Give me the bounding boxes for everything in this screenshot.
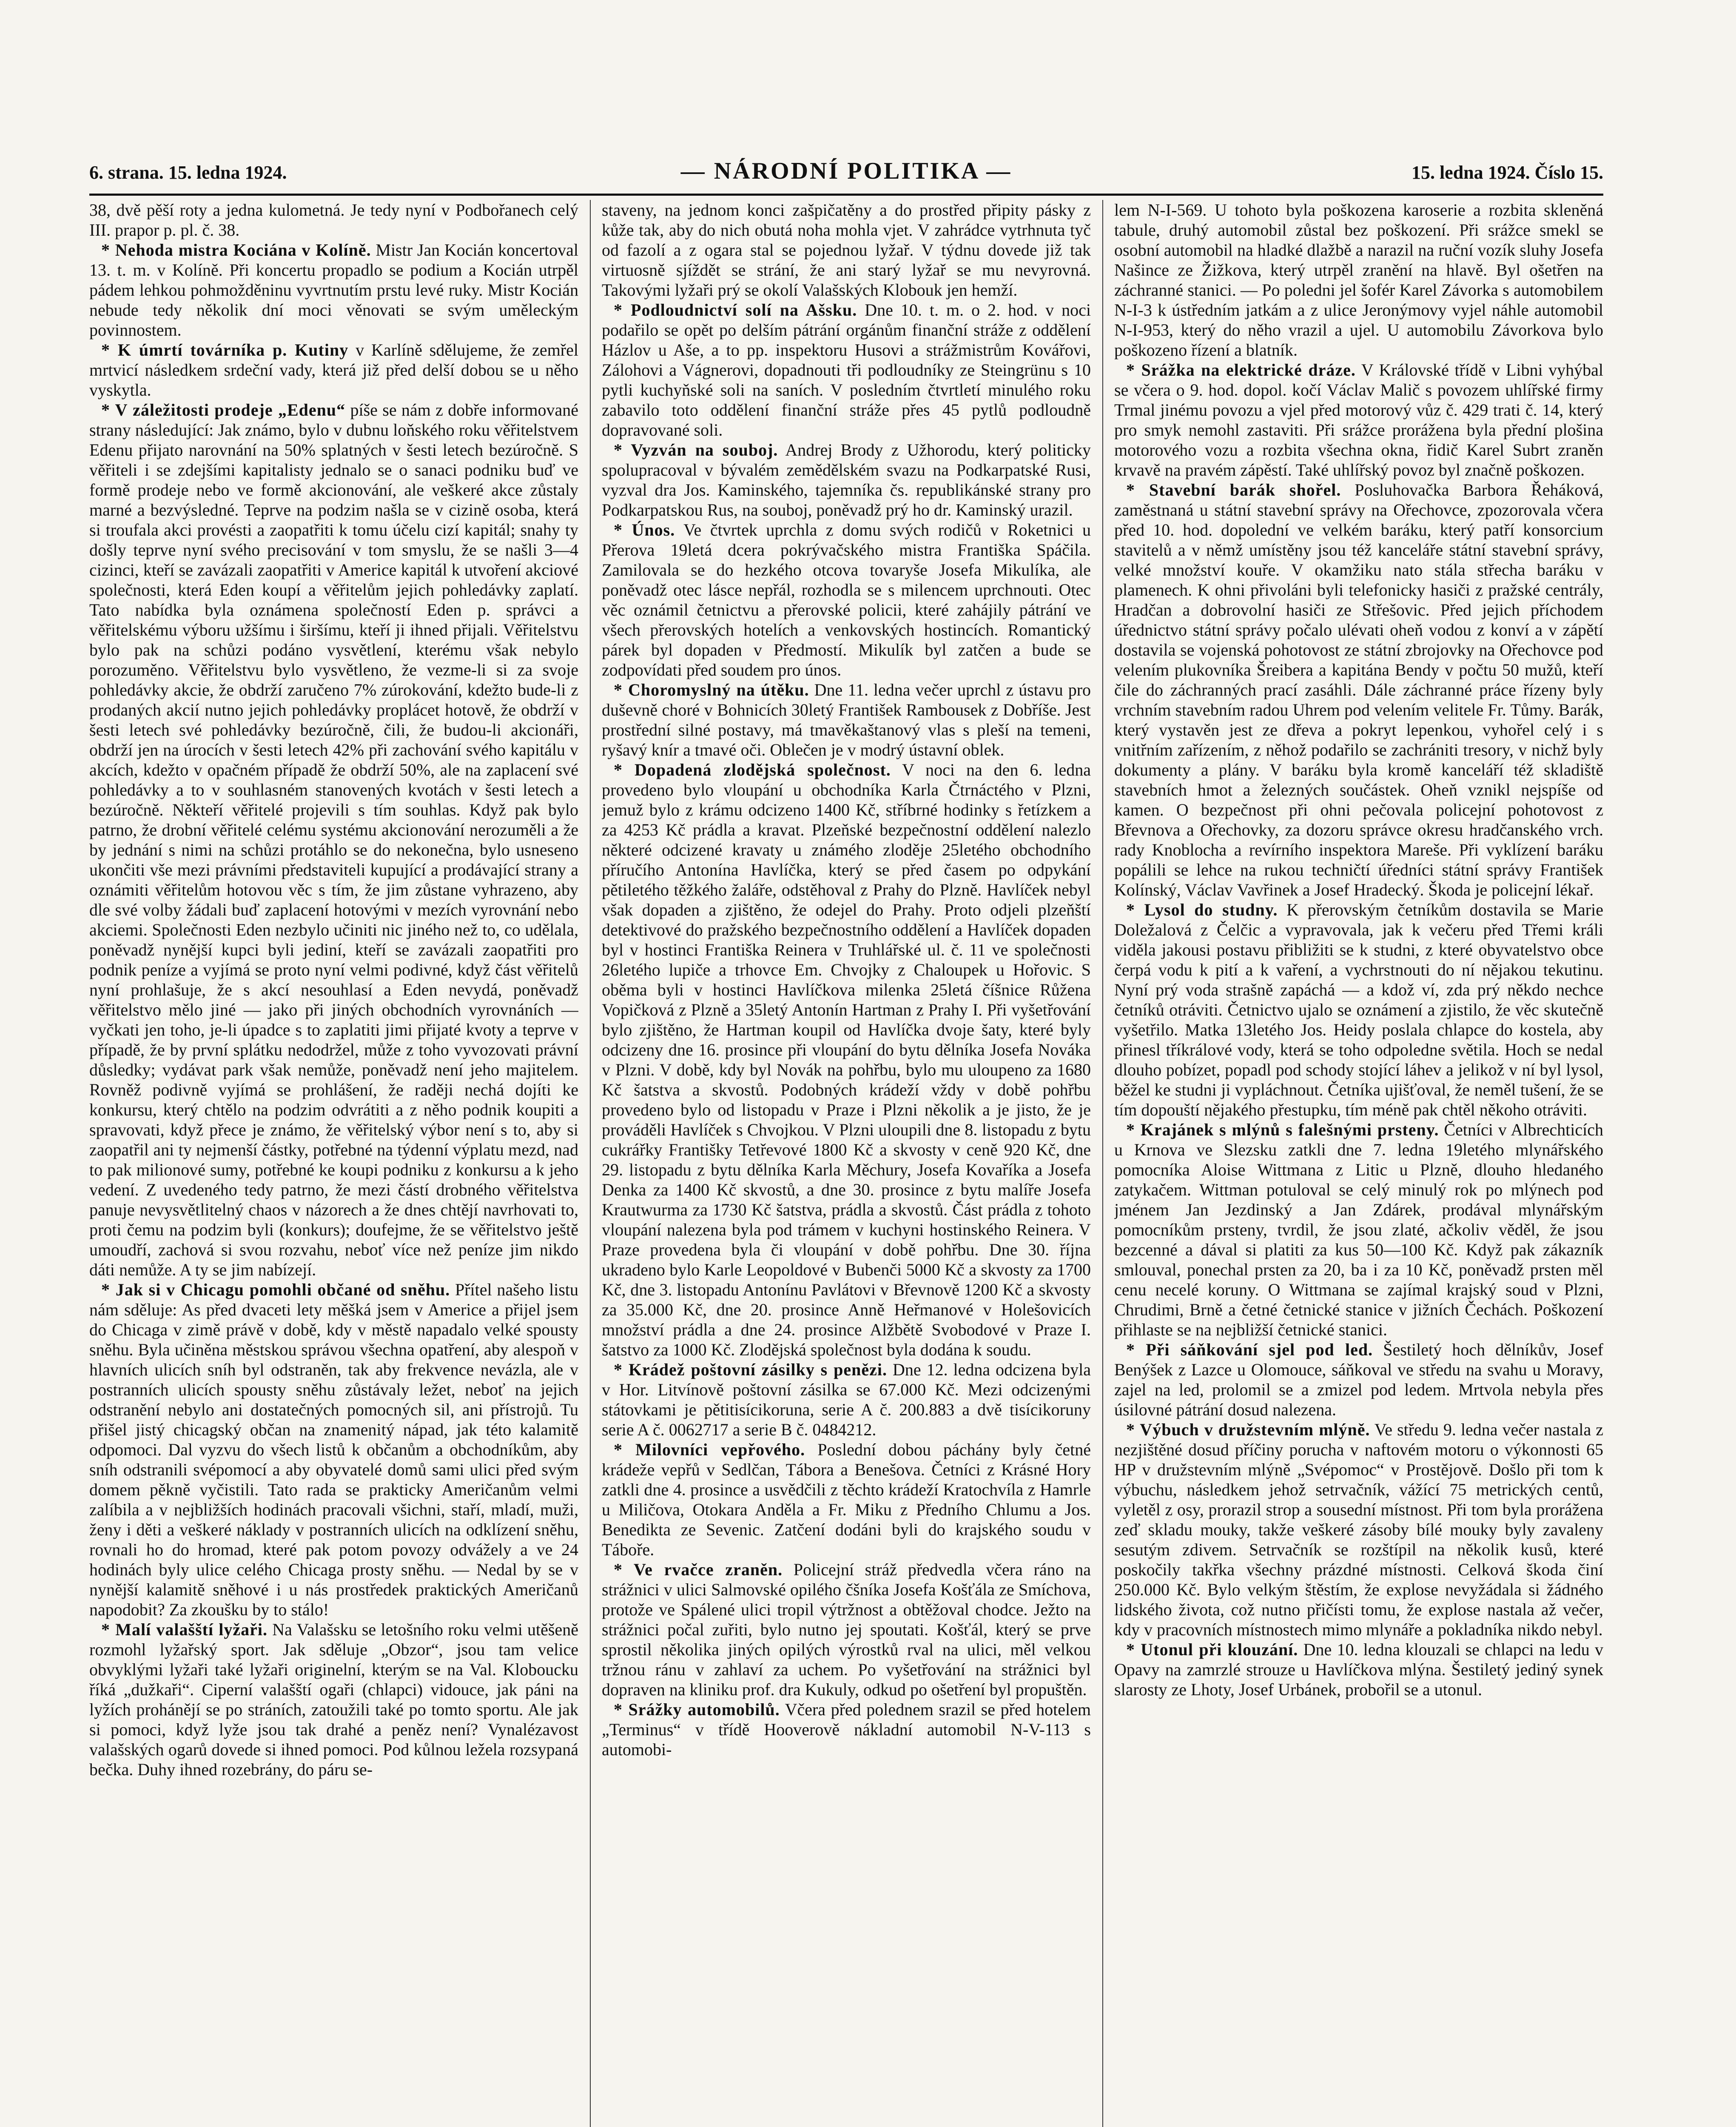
article-headline: * Jak si v Chicagu pomohli občané od sněhu. bbox=[101, 1280, 450, 1299]
article-headline: * Podloudnictví solí na Ašsku. bbox=[614, 300, 857, 319]
article-headline: * Choromyslný na útěku. bbox=[614, 680, 809, 699]
article-body: V Královské třídě v Libni vyhýbal se včera o 9. hod. dopol. kočí Václav Malič s povozem uhlířské firmy Trmal jinému povozu a vjel před motorový vůz č. 429 trati č. 14, který pro smyk nemohl zastaviti. Při srážce prorážena byla přední plošina motorového vozu a rozbita všechna okna, řidič Karel Subrt zraněn krvavě na pravém zápěstí. Také uhlířský povoz byl značně poškozen. bbox=[1114, 360, 1603, 479]
article-headline: * Srážky automobilů. bbox=[614, 1700, 780, 1719]
article bbox=[1114, 1420, 1603, 1639]
article-body: Včera před polednem srazil se před hotelem „Terminus“ v třídě Hooverově nákladní automobil N-V-113 s automobi- bbox=[602, 1700, 1091, 1759]
article bbox=[1114, 200, 1603, 360]
article-body: Andrej Brody z Užhorodu, který politicky spolupracoval v bývalém zemědělském svazu na Podkarpatské Rusi, vyzval dra Jos. Kaminského, tajemníka čs. republikánské strany pro Podkarpatskou Rus, na souboj, poněvadž prý ho dr. Kaminský urazil. bbox=[602, 440, 1091, 519]
article bbox=[602, 1440, 1091, 1560]
article bbox=[602, 1560, 1091, 1699]
article-body: Poslední dobou páchány byly četné krádeže vepřů v Sedlčan, Tábora a Benešova. Četníci z Krásné Hory zatkli dne 4. prosince a usvědčili z těchto krádeží Kratochvíla z Hamrle u Miličova, Otokara Anděla a Fr. Miku z Předního Chlumu a Jos. Benedikta ze Sevenic. Zatčení dodáni byli do krajského soudu v Táboře. bbox=[602, 1440, 1091, 1559]
columns bbox=[89, 200, 1603, 2127]
article-body: 38, dvě pěší roty a jedna kulometná. Je tedy nyní v Podbořanech celý III. prapor p. pl. č. 38. bbox=[89, 200, 578, 240]
article-headline: * Krádež poštovní zásilky s penězi. bbox=[614, 1360, 888, 1379]
article-headline: * Stavební barák shořel. bbox=[1126, 480, 1341, 499]
article bbox=[1114, 360, 1603, 480]
article-headline: * Milovníci vepřového. bbox=[614, 1440, 805, 1459]
article-body: K přerovským četníkům dostavila se Marie Doležalová z Čelčic a vypravovala, jak k večeru před Třemi králi viděla jakousi postavu přibližiti se k studni, z které obyvatelstvo obce čerpá vodu k pití a k vaření, a vychrstnouti do ní nějakou tekutinu. Nyní prý voda strašně zapáchá — a kdož ví, zda prý někdo nechce četníků otráviti. Četnictvo ujalo se oznámení a zjistilo, že věc skutečně vyšetřilo. Matka 13letého Jos. Heidy poslala chlapce do kostela, aby přinesl tříkrálové vody, která se toho odpoledne světila. Hoch se nedal dlouho pobízet, popadl pod schody stojící láhev a jelikož v ní byl lysol, běžel ke studni ji vypláchnout. Četníka ujišťoval, že neměl tušení, že se tím dopouští nějakého přestupku, tím méně pak chtěl někoho otráviti. bbox=[1114, 900, 1603, 1119]
article-headline: * Nehoda mistra Kociána v Kolíně. bbox=[101, 240, 371, 259]
article-headline: * Krajánek s mlýnů s falešnými prsteny. bbox=[1126, 1120, 1439, 1139]
article-headline: * Ve rvačce zraněn. bbox=[614, 1560, 783, 1579]
article-body: Přítel našeho listu nám sděluje: As před dvaceti lety měšká jsem v Americe a přijel jsem do Chicaga v zimě právě v době, kdy v městě napadalo velké spousty sněhu. Byla učiněna městskou správou všechna opatření, aby alespoň v hlavních ulicích sníh byl odstraněn, tak aby frekvence nevázla, ale v postranních ulicích spousty sněhu zůstávaly ležet, neboť na jejich odstranění nebylo ani dostatečných pomocných sil, ani přístrojů. Tu přišel jistý chicagský občan na znamenitý nápad, jak této kalamitě odpomoci. Dal vyzvu do všech listů k občanům a obchodníkům, aby sníh odstranili svépomocí a aby obyvatelé domů sami ulici před svým domem pěkně vyčistili. Tato rada se prakticky Američanům velmi zalíbila a v nejbližších hodinách pracovali všichni, staří, mladí, muži, ženy i děti a veškeré náklady v postranních ulicích na odklízení sněhu, rovnali ho do hromad, které pak potom povozy odvážely a ve 24 hodinách byly ulice celého Chicaga prosty sněhu. — Nedal by se v nynější kalamitě sněhové i u nás prostředek praktických Američanů napodobit? Za zkoušku by to stálo! bbox=[89, 1280, 578, 1619]
page-header bbox=[89, 153, 1603, 191]
article-body: Dne 10. t. m. o 2. hod. v noci podařilo se opět po delším pátrání orgánům finanční stráže z oddělení Házlov u Aše, a to pp. inspektoru Husovi a strážmistrům Kovářovi, Zálohovi a Vágnerovi, dopadnouti tři podloudníky ze Steingrünu s 10 pytli kuchyňské soli na saních. V posledním čtvrtletí minulého roku zabavilo toto oddělení finanční stráže přes 45 pytlů podloudně dopravované soli. bbox=[602, 300, 1091, 439]
article-body: lem N-I-569. U tohoto byla poškozena karoserie a rozbita skleněná tabule, druhý automobil zůstal bez poškození. Při srážce smekl se osobní automobil na hladké dlažbě a narazil na ruční vozík sluhy Josefa Našince ze Žižkova, který utrpěl zranění na hlavě. Byl ošetřen na záchranné stanici. — Po poledni jel šofér Karel Závorka s automobilem N-I-3 k ústředním jatkám a z ulice Jeronýmovy vyjel náhle automobil N-I-953, který do něho vrazil a ujel. U automobilu Závorkova bylo poškozeno řízení a blatník. bbox=[1114, 200, 1603, 359]
article-body: Ve středu 9. ledna večer nastala z nezjištěné dosud příčiny porucha v naftovém motoru o výkonnosti 65 HP v družstevním mlýně „Svépomoc“ v Prostějově. Došlo při tom k výbuchu, následkem jehož setrvačník, vážící 75 metrických centů, vyletěl z osy, prorazil strop a sousední místnost. Při tom byla prorážena zeď skladu mouky, takže veškeré zásoby bílé mouky byly zavaleny sesutým zdivem. Setrvačník se rozštípil na několik kusů, které poskočily takřka všechny prázdné místnosti. Celková škoda činí 250.000 Kč. Bylo velkým štěstím, že explose nevyžádala si žádného lidského života, což nutno přičísti tomu, že explose nastala až večer, kdy v pracovních místnostech mimo mlynáře a pokladníka nikdo nebyl. bbox=[1114, 1420, 1603, 1639]
article-body: V noci na den 6. ledna provedeno bylo vloupání u obchodníka Karla Čtrnáctého v Plzni, jemuž bylo z krámu odcizeno 1400 Kč, stříbrné hodinky s řetízkem a za 4253 Kč prádla a kravat. Plzeňské bezpečnostní oddělení nalezlo některé odcizené kravaty u známého zloděje 25letého obchodního příručího Antonína Havlíčka, který se před časem po odpykání pětiletého těžkého žaláře, odstěhoval z Prahy do Plzně. Havlíček nebyl však dopaden a zjištěno, že odejel do Prahy. Proto odjeli plzeňští detektivové do pražského bezpečnostního oddělení a Havlíček dopaden byl v hostinci Františka Reinera v Truhlářské ul. č. 11 ve společnosti 26letého lupiče a trhovce Em. Chvojky z Chaloupek u Hořovic. S oběma byli v hostinci Havlíčkova milenka 25letá číšnice Růžena Vopičková z Plzně a 35letý Antonín Hartman z Prahy I. Při vyšetřování bylo zjištěno, že Hartman koupil od Havlíčka dvoje šaty, které byly odcizeny dne 16. prosince při vloupání do bytu dělníka Josefa Nováka v Plzni. V době, kdy byl Novák na pohřbu, bylo mu uloupeno za 1680 Kč šatstva a skvostů. Podobných krádeží vždy v době pohřbu provedeno bylo od listopadu v Praze i Plzni několik a je jisto, že je prováděli Havlíček s Chvojkou. V Plzni uloupili dne 8. listopadu z bytu cukrářky Františky Tetřevové 1800 Kč a skvosty v ceně 920 Kč, dne 29. listopadu z bytu dělníka Karla Měchury, Josefa Kovaříka a Josefa Denka za 1400 Kč skvostů, a dne 30. prosince z bytu malíře Josefa Krautwurma za 1730 Kč šatstva, prádla a skvostů. Část prádla z tohoto vloupání nalezena byla pod trámem v kuchyni hostinského Reinera. V Praze provedena byla či vloupání v době pohřbu. Dne 30. října ukradeno bylo Karle Leopoldové v Bubenči 5000 Kč a skvosty za 1700 Kč, dne 3. listopadu Antonínu Pavlátovi v Břevnově 1200 Kč a skvosty za 35.000 Kč, dne 20. prosince Anně Heřmanové v Holešovicích množství prádla a dne 24. prosince Alžbětě Svobodové v Praze I. šatstvo za 1000 Kč. Zlodějská společnost byla dodána k soudu. bbox=[602, 760, 1091, 1359]
article-body: Policejní stráž předvedla včera ráno na strážnici v ulici Salmovské opilého čšníka Josefa Košťála ze Smíchova, protože ve Spálené ulici tropil výtržnost a obtěžoval chodce. Ježto na strážnici počal zuřiti, bylo nutno jej spoutati. Košťál, který se prve sprostil několika jiných opilých výrostků rval na ulici, měl velkou tržnou ránu v zahlaví za uchem. Po vyšetřování na strážnici byl dopraven na kliniku prof. dra Kukuly, odkud po ošetření byl propuštěn. bbox=[602, 1560, 1091, 1699]
article bbox=[602, 440, 1091, 520]
article-body: Na Valašsku se letošního roku velmi utěšeně rozmohl lyžařský sport. Jak sděluje „Obzor“, jsou tam velice obvyklými lyžaři také lyžaři originelní, kterým se na Val. Kloboucku říká „dužkaři“. Ciperní valašští ogaři (chlapci) vidouce, jak páni na lyžích prohánějí se po stráních, zatoužili také po tomto sportu. Ale jak si pomoci, když lyže jsou tak drahé a peněz není? Vynalézavost valašských ogarů dovede si ihned pomoci. Pod kůlnou ležela rozsypaná bečka. Duhy ihned rozebrány, do páru se- bbox=[89, 1620, 578, 1779]
article bbox=[89, 340, 578, 400]
article bbox=[602, 1360, 1091, 1440]
article-headline: * Únos. bbox=[614, 520, 675, 539]
article bbox=[1114, 1639, 1603, 1699]
article bbox=[89, 1619, 578, 1779]
article bbox=[1114, 1340, 1603, 1420]
article-headline: * Malí valašští lyžaři. bbox=[101, 1620, 268, 1639]
article bbox=[602, 760, 1091, 1360]
article-body: Ve čtvrtek uprchla z domu svých rodičů v Roketnici u Přerova 19letá dcera pokrývačského mistra Františka Spáčila. Zamilovala se do hezkého otcova tovaryše Josefa Mikulíka, ale poněvadž otec lásce nepřál, rozhodla se s milencem uprchnouti. Otec věc oznámil četnictvu a přerovské policii, které zahájily pátrání ve všech přerovských hotelích a venkovských hostincích. Romantický párek byl dopaden v Předmostí. Mikulík byl zatčen a bude se zodpovídati před soudem pro únos. bbox=[602, 520, 1091, 679]
column-2 bbox=[602, 200, 1091, 2127]
article-headline: * Lysol do studny. bbox=[1126, 900, 1278, 919]
article bbox=[602, 680, 1091, 760]
article-body: Dne 10. ledna klouzali se chlapci na ledu v Opavy na zamrzlé strouze u Havlíčkova mlýna. Šestiletý jediný synek slarosty ze Lhoty, Josef Urbánek, probořil se a utonul. bbox=[1114, 1640, 1603, 1699]
article-body: Dne 11. ledna večer uprchl z ústavu pro duševně choré v Bohnicích 30letý František Rambousek z Dobříše. Jest prostřední silné postavy, má tmavěkaštanový vlas s pleší na temeni, ryšavý knír a tmavé oči. Oblečen je v modrý ústavní oblek. bbox=[602, 680, 1091, 759]
article bbox=[89, 200, 578, 240]
article-headline: * Srážka na elektrické dráze. bbox=[1126, 360, 1356, 379]
masthead-title: — NÁRODNÍ POLITIKA — bbox=[680, 158, 1012, 184]
article bbox=[1114, 900, 1603, 1120]
column-3 bbox=[1114, 200, 1603, 2127]
article-body: Četníci v Albrechticích u Krnova ve Slezsku zatkli dne 7. ledna 19letého mlynářského pomocníka Aloise Wittmana z Litic u Plzně, dlouho hledaného zatykačem. Wittman potuloval se celý minulý rok po mlýnech pod jménem Jan Jezdinský a Jan Zdárek, prodával mlynářským pomocníkům prsteny, tvrdil, že jsou zlaté, ačkoliv věděl, že jsou bezcenné a dával si platiti za kus 50—100 Kč. Když pak zákazník smlouval, ponechal prsten za 20, ba i za 10 Kč, poněvadž prsten měl cenu necelé koruny. O Wittmana se zajímal krajský soud v Plzni, Chrudimi, Brně a četné četnické stanice v jižních Čechách. Poškození přihlaste se na nejbližší četnické stanici. bbox=[1114, 1120, 1603, 1339]
article bbox=[1114, 1120, 1603, 1340]
article-headline: * V záležitosti prodeje „Edenu“ bbox=[101, 400, 346, 419]
article-body: staveny, na jednom konci zašpičatěny a do prostřed připity pásky z kůže tak, aby do nich obutá noha mohla vjet. V zahrádce vytrhnuta tyč od fazolí a z ogara stal se pojednou lyžař. V týdnu dovede již tak virtuosně sjíždět se strání, že ani starý lyžař se mu nevyrovná. Takovými lyžaři prý se okolí Valašských Klobouk jen hemží. bbox=[602, 200, 1091, 299]
article bbox=[602, 300, 1091, 440]
article bbox=[89, 1280, 578, 1619]
article-body: Posluhovačka Barbora Řeháková, zaměstnaná u státní stavební správy na Ořechovce, zpozorovala včera před 10. hod. dopolední ve velkém baráku, který patří konsorcium stavitelů a v němž umístěny jsou též kanceláře státní stavební správy, velké množství kouře. V okamžiku nato stála střecha baráku v plamenech. K ohni přivoláni byli telefonicky hasiči z pražské centrály, Hradčan a dobrovolní hasiči ze Střešovic. Před jejich příchodem úřednictvo státní správy počalo ulévati oheň vodou z konví a v zápětí dostavila se vojenská pohotovost ze státní zbrojovky na Ořechovce pod velením plukovníka Šreibera a kapitána Bendy v počtu 50 mužů, kteří čile do záchranných prací zasáhli. Dále záchranné práce řízeny byly vrchním stavebním radou Uhrem pod velením velitele Fr. Tůmy. Barák, který vystavěn jest ze dřeva a pokryt lepenkou, vyhořel celý i s vnitřním zařízením, z něhož podařilo se zachrániti tresory, v nichž byly dokumenty a plány. V baráku byla kromě kanceláří též skladiště stavebních hmot a železných součástek. Oheň vznikl nejspíše od kamen. O bezpečnost při ohni pečovala policejní pohotovost z Břevnova a Ořechovky, za dozoru správce okresu hradčanského vrch. rady Knoblocha a revírního inspektora Mareše. Při vyklízení baráku popálili se lehce na rukou techničtí úředníci státní správy František Kolínský, Václav Vavřinek a Josef Hradecký. Škoda je policejní lékař. bbox=[1114, 480, 1603, 899]
article-headline: * K úmrtí továrníka p. Kutiny bbox=[101, 340, 349, 359]
article bbox=[602, 1699, 1091, 1759]
header-page-date: 6. strana. 15. ledna 1924. bbox=[89, 162, 287, 183]
article-headline: * Dopadená zlodějská společnost. bbox=[614, 760, 891, 779]
article-body: Šestiletý hoch dělníkův, Josef Benýšek z Lazce u Olomouce, sáňkoval ve středu na svahu u Moravy, zajel na led, prolomil se a zmizel pod ledem. Mrtvola nebyla přes úsilovné pátrání dosud nalezena. bbox=[1114, 1340, 1603, 1419]
article-headline: * Utonul při klouzání. bbox=[1126, 1640, 1298, 1659]
article bbox=[89, 400, 578, 1280]
article bbox=[602, 200, 1091, 300]
header-rule bbox=[89, 194, 1603, 196]
article bbox=[602, 520, 1091, 680]
article-body: píše se nám z dobře informované strany následující: Jak známo, bylo v dubnu loňského roku věřitelstvem Edenu přijato narovnání na 50% splatných v šesti letech bezúročně. S věřiteli i se zdejšími kapitalisty jednalo se o sanaci podniku buď ve formě prodeje nebo ve formě akcionování, ale veškeré akce zůstaly marné a bezvýsledné. Teprve na podzim našla se v cizině osoba, která si troufala akci provésti a zaopatřiti k tomu účelu cizí kapitál; snahy ty došly teprve nyní svého precisování v tom smyslu, že se našli 3—4 cizinci, kteří se zavázali zaopatřiti v Americe kapitál k utvoření akciové společnosti, která Eden koupí a věřitelům jejich pohledávky zaplatí. Tato nabídka byla oznámena společností Eden p. správci a věřitelskému výboru užšímu i širšímu, kteří ji ihned přijali. Věřitelstvu bylo pak na schůzi podáno vysvětlení, kterému však nebylo porozuměno. Věřitelstvu bylo vysvětleno, že vezme-li si za svoje pohledávky akcie, že obdrží zaručeno 7% zúrokování, kdežto bude-li z prodaných akcií nutno jejich pohledávky proplácet hotově, že obdrží v šesti letech své pohledávky bezúročně, čili, že budou-li akcionáři, obdrží jen na úrocích v šesti letech 42% při zachování svého kapitálu v akcích, kdežto v opačném případě že obdrží 50%, ale na zaplacení své pohledávky a to v souhlasném stanovených kvotách v šesti letech a bezúročně. Někteří věřitelé projevili s tím souhlas. Když pak bylo patrno, že drobní věřitelé celému systému akcionování nerozuměli a že by jednání s nimi na schůzi protáhlo se do nekonečna, bylo usneseno ukončiti vše mezi právními představiteli kupující a prodávající strany a oznámiti věřitelům hotovou věc s tím, že jim zůstane vyhrazeno, aby dle své volby žádali buď zaplacení hotovými v mezích vyrovnání nebo akciemi. Společnosti Eden nezbylo učiniti nic jiného než to, co udělala, poněvadž nynější kupci byli jediní, kteří se zavázali zaopatřiti pro podnik peníze a vyjímá se proto nyní velmi podivné, když část věřitelů nyní prohlašuje, že s akcí nesouhlasí a Eden nevydá, poněvadž věřitelstvo mělo jiné — jako při jiných obchodních vyrovnáních — vyčkati jen toho, je-li úpadce s to zaplatiti jimi přijaté kvoty a teprve v případě, že by první splátku nedodržel, může z toho vyvozovati právní důsledky; vydávat park však nemůže, poněvadž není jeho majitelem. Rovněž podivně vyjímá se prohlášení, že raději nechá dojíti ke konkursu, který chtělo na podzim odvrátiti a z něho podnik koupiti a spravovati, když přece je známo, že věřitelský výbor není s to, aby si zaopatřil ani ty nejmenší částky, potřebné na týdenní výplatu mezd, nad to pak milionové sumy, potřebné ke koupi podniku z konkursu a k jeho vedení. Z uvedeného tedy patrno, že mezi částí drobného věřitelstva panuje nevysvětlitelný chaos v názorech a že dnes chtějí navrhovati to, proti čemu na podzim byli (konkurs); doufejme, že se věřitelstvo ještě umoudří, zachová si svou rozvahu, neboť více než peníze jim nikdo dáti nemůže. A ty se jim nabízejí. bbox=[89, 400, 578, 1279]
header-date-issue: 15. ledna 1924. Číslo 15. bbox=[1411, 162, 1603, 183]
article-headline: * Výbuch v družstevním mlýně. bbox=[1126, 1420, 1370, 1439]
article-body: v Karlíně sdělujeme, že zemřel mrtvicí následkem srdeční vady, která již před delší dobou se u něho vyskytla. bbox=[89, 340, 578, 399]
article-headline: * Vyzván na souboj. bbox=[614, 440, 778, 459]
column-1 bbox=[89, 200, 578, 2127]
article-headline: * Při sáňkování sjel pod led. bbox=[1126, 1340, 1373, 1359]
article bbox=[89, 240, 578, 340]
article-body: Dne 12. ledna odcizena byla v Hor. Litvínově poštovní zásilka se 67.000 Kč. Mezi odcizenými státovkami je pětitisícikoruna, serie A č. 200.883 a dvě tisícikoruny serie A č. 0062717 a serie B č. 0484212. bbox=[602, 1360, 1091, 1439]
article-body: Mistr Jan Kocián koncertoval 13. t. m. v Kolíně. Při koncertu propadlo se podium a Kocián utrpěl pádem lehkou pohmožděninu vyvrtnutím prstu levé ruky. Mistr Kocián nebude tedy několik dní moci věnovati se svým uměleckým povinnostem. bbox=[89, 240, 578, 339]
article bbox=[1114, 480, 1603, 900]
